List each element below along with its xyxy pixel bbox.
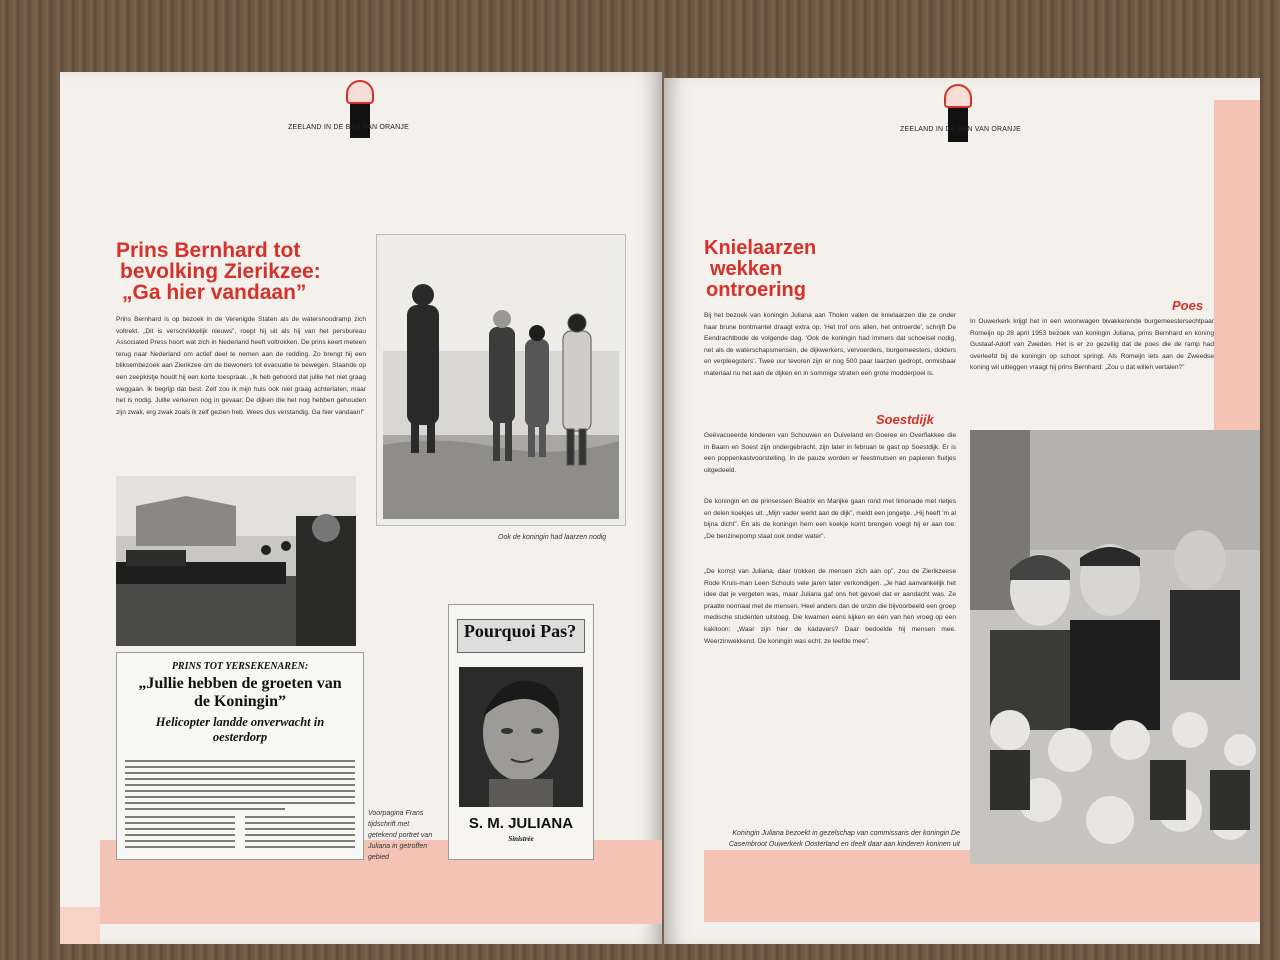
subheading-poes: Poes xyxy=(1172,298,1204,313)
photo-caption-boots: Ook de koningin had laarzen nodig xyxy=(498,534,607,541)
left-page xyxy=(60,72,662,944)
magazine-place: Sinistrée xyxy=(508,835,534,843)
clipping-subtitle: Helicopter landde onverwacht in oesterdorp xyxy=(155,715,325,744)
pink-band-corner xyxy=(60,907,100,944)
body-leen-schouls: „De komst van Juliana, daar trokken de mensen zich aan op”, zou de Zierikzeese Rode Kruis-man Leen Schouls vele jaren later verkondigen. „Je had aanvankelijk het idee dat je vergeten was, maar Juliana gaf ons het gevoel dat er aandacht was. Ze praatte normaal met de mensen. Heel anders dan de onzin die bijvoorbeeld een groep medische studenten uitsloeg. Die kwamen eens kijken en één van hen vroeg op een kakitoon: „Waar zijn hier de kadavers? Daar bedoelde hij mensen mee. Weerzinwekkend. De koningin was echt, ze leefde mee”. xyxy=(704,568,956,645)
clipping-title: „Jullie hebben de groeten van de Koningin” xyxy=(138,675,342,710)
magazine-cover-pourquoi-pas xyxy=(448,604,594,860)
photo-harbour-boats xyxy=(116,476,356,646)
masthead-left: ZEELAND IN DE BAN VAN ORANJE xyxy=(288,124,409,131)
photo-queen-boots xyxy=(376,234,626,526)
subheading-soestdijk: Soestdijk xyxy=(876,412,934,427)
body-knielaarzen: Bij het bezoek van koningin Juliana aan Tholen vallen de knielaarzen die ze onder haar brune bontmantel draagt extra op. 'Het trof ons allen, het ontroerde', schrijft De Eendrachtbode de volgende dag. 'Ook de koningin had immers dat schoeisel nodig, net als de waterschapsmensen, de dijkwerkers, vervoerders, burgemeesters, dokters en verpleegsters'. Twee uur tevoren zijn er nog 500 paar laarzen gedropt, onmisbaar materiaal nu het aan de dijken en in sommige straten een grote modderpoel is. xyxy=(704,312,956,377)
newspaper-clipping-yerseke xyxy=(116,652,364,860)
headline-left: Prins Bernhard tot bevolking Zierikzee: „Ga hier vandaan” xyxy=(116,239,321,304)
body-text-bernhard: Prins Bernhard is op bezoek in de Verenigde Staten als de watersnoodramp zich voltrekt. „Dit is verschrikkelijk nieuws”, roept hij uit als hij van het persbureau Associated Press hoort wat zich in Nederland heeft voltrokken. De prins keert meteen terug naar Nederland om actief deel te nemen aan de redding. Zo brengt hij een bliksembezoek aan Zierikzee om de bewoners tot evacuatie te bewegen. Staande op een zeepkistje houdt hij een korte toespraak. „Ik heb gehoord dat jullie het niet graag weggaan. Ik begrijp dat best. Zelf zou ik mijn huis ook niet graag achterlaten, maar het is nodig. Jullie verkeren nog in gevaar. De dijken die het nog hebben gehouden zijn zwak, erg zwak zoals ik zelf gezien heb. Wees dus verstandig. Ga hier vandaan!” xyxy=(116,316,366,416)
masthead-right: ZEELAND IN DE BAN VAN ORANJE xyxy=(900,126,1021,133)
body-koekjes: De koningin en de prinsessen Beatrix en Marijke gaan rond met limonade met rietjes en delen koekjes uit. „Mijn vader werkt aan de dijk”, meldt een jongetje. „Hij heeft 'm al bijna dicht”. En als de koningin hem een koekje komt brengen voegt hij er aan toe: „De benzinepomp staat ook onder water”. xyxy=(704,498,956,540)
magazine-name-juliana: S. M. JULIANA xyxy=(468,815,574,832)
body-poes: In Ouwerkerk krijgt het in een woonwagen bivakkerende burgemeestersechtpaar Romeijn op 28 april 1953 bezoek van koningin Juliana, prins Bernhard en koning Gustaaf-Adolf van Zweden. Het is er zo gezellig dat de poes die de ramp had overleefd bij de koningin op schoot springt. Als Romeijn iets aan de Zweedse koning wil uitleggen vraagt hij prins Bernhard: „Zou u dat willen vertalen?” xyxy=(970,318,1214,372)
headline-right: Knielaarzen wekken ontroering xyxy=(704,237,817,301)
portrait-juliana-drawing xyxy=(459,667,583,807)
clipping-column-text xyxy=(125,757,355,853)
body-soestdijk: Geëvacueerde kinderen van Schouwen en Duiveland en Goeree en Overflakkee die in Baarn en Soest zijn ondergebracht, zijn later in februari te gast op Soestdijk. Er is een poppenkastvoorstelling. In de pauze worden er feestmutsen en papieren fluitjes uitgedeeld. xyxy=(704,432,956,474)
photo-juliana-crowd xyxy=(970,430,1260,864)
right-page xyxy=(664,78,1260,944)
magazine-masthead: Pourquoi Pas? xyxy=(463,621,577,641)
magazine-caption: Voorpagina Frans tijdschrift met getekend portret van Juliana in getroffen gebied xyxy=(368,810,433,861)
clipping-kicker: PRINS TOT YERSEKENAREN: xyxy=(171,661,309,672)
royal-crown-logo-icon-right xyxy=(944,84,972,142)
photo-caption-crowd: Koningin Juliana bezoekt in gezelschap van commissaris der koningin De Casembroot Ouwerkerk Oosterland en deelt daar aan kinderen koninen uit xyxy=(728,830,960,848)
